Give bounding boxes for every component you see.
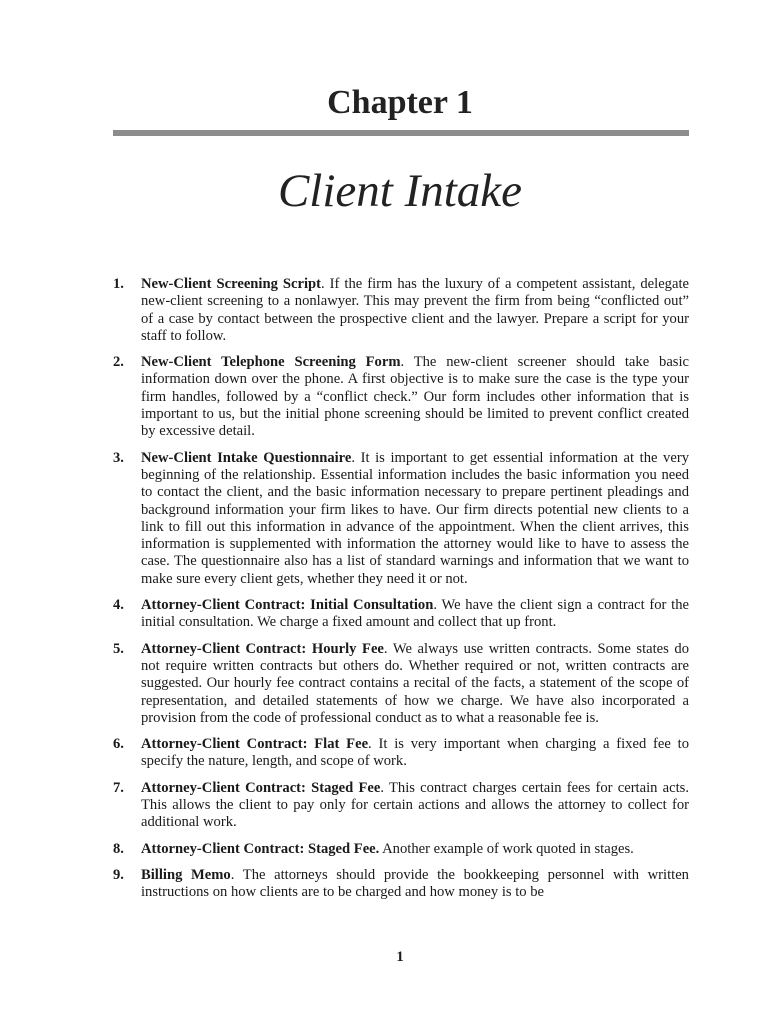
item-number: 3. <box>113 449 124 466</box>
list-item <box>113 354 689 440</box>
list-item <box>113 597 689 632</box>
item-text: . If the firm has the luxury of a competent assistant, delegate new-client screening to a nonlawyer. This may prevent the firm from being “conflicted out” of a case by contact between the prospective client and the lawyer. Prepare a script for your staff to follow. <box>141 276 689 344</box>
item-term: Attorney-Client Contract: Staged Fee <box>141 779 381 796</box>
item-term: New-Client Screening Script <box>141 276 321 292</box>
item-number: 6. <box>113 736 124 753</box>
item-term: New-Client Intake Questionnaire <box>141 449 352 466</box>
chapter-rule <box>113 130 689 136</box>
item-term: Billing Memo <box>141 866 231 883</box>
list-item <box>113 276 689 345</box>
chapter-title: Client Intake <box>277 165 523 217</box>
item-text: . We have the client sign a contract for the initial consultation. We charge a fixed amount and collect that up front. <box>141 597 689 631</box>
item-number: 5. <box>113 640 124 657</box>
item-number: 4. <box>113 597 124 614</box>
item-text: . This contract charges certain fees for certain acts. This allows the client to pay only for certain actions and allows the attorney to collect for additional work. <box>141 779 690 831</box>
item-text: . The attorneys should provide the bookkeeping personnel with written instructions on how clients are to be charged and how money is to be <box>141 866 689 901</box>
item-text: . It is important to get essential information at the very beginning of the relationship. Essential information includes the basic information you need to contact the client, and the basic information necessary to prepare pertinent pleadings and background information your firm likes to have. Our firm directs potential new clients to a link to fill out this information in advance of the appointment. When the client arrives, this information is supplemented with information the attorney would like to have to assess the case. The questionnaire also has a list of standard warnings and information that we want to make sure every client gets, whether they need it or not. <box>141 449 689 587</box>
item-term: Attorney-Client Contract: Initial Consultation <box>141 597 434 614</box>
item-number: 8. <box>113 840 124 857</box>
item-text: Another example of work quoted in stages. <box>379 840 634 857</box>
list-item <box>113 736 689 771</box>
page-number: 1 <box>396 949 404 965</box>
item-text: . We always use written contracts. Some states do not require written contracts but others do. Whether required or not, written contracts are suggested. Our hourly fee contract contains a recital of the facts, a statement of the scope of representation, and detailed statements of how we charge. We have also incorporated a provision from the code of professional conduct as to what a reasonable fee is. <box>141 640 689 726</box>
item-number: 2. <box>113 354 124 371</box>
list-item <box>113 450 689 588</box>
item-term: Attorney-Client Contract: Flat Fee <box>141 736 369 753</box>
list-item <box>113 841 689 858</box>
item-number: 9. <box>113 866 124 883</box>
item-text: . The new-client screener should take basic information down over the phone. A first objective is to make sure the case is the type your firm handles, followed by a “conflict check.” Our form includes other information that is important to us, but the initial phone screening should be limited to prevent conflict created by excessive detail. <box>141 354 690 440</box>
item-term: Attorney-Client Contract: Hourly Fee <box>141 640 384 657</box>
list-item <box>113 641 689 727</box>
item-term: New-Client Telephone Screening Form <box>141 354 401 371</box>
item-number: 7. <box>113 779 124 796</box>
item-term: Attorney-Client Contract: Staged Fee. <box>141 840 380 857</box>
list-item <box>113 867 689 902</box>
item-text: . It is very important when charging a fixed fee to specify the nature, length, and scope of work. <box>141 736 689 770</box>
item-number: 1. <box>113 276 124 292</box>
chapter-label: Chapter 1 <box>327 84 473 121</box>
list-item <box>113 780 689 832</box>
intake-items-list <box>113 276 689 911</box>
